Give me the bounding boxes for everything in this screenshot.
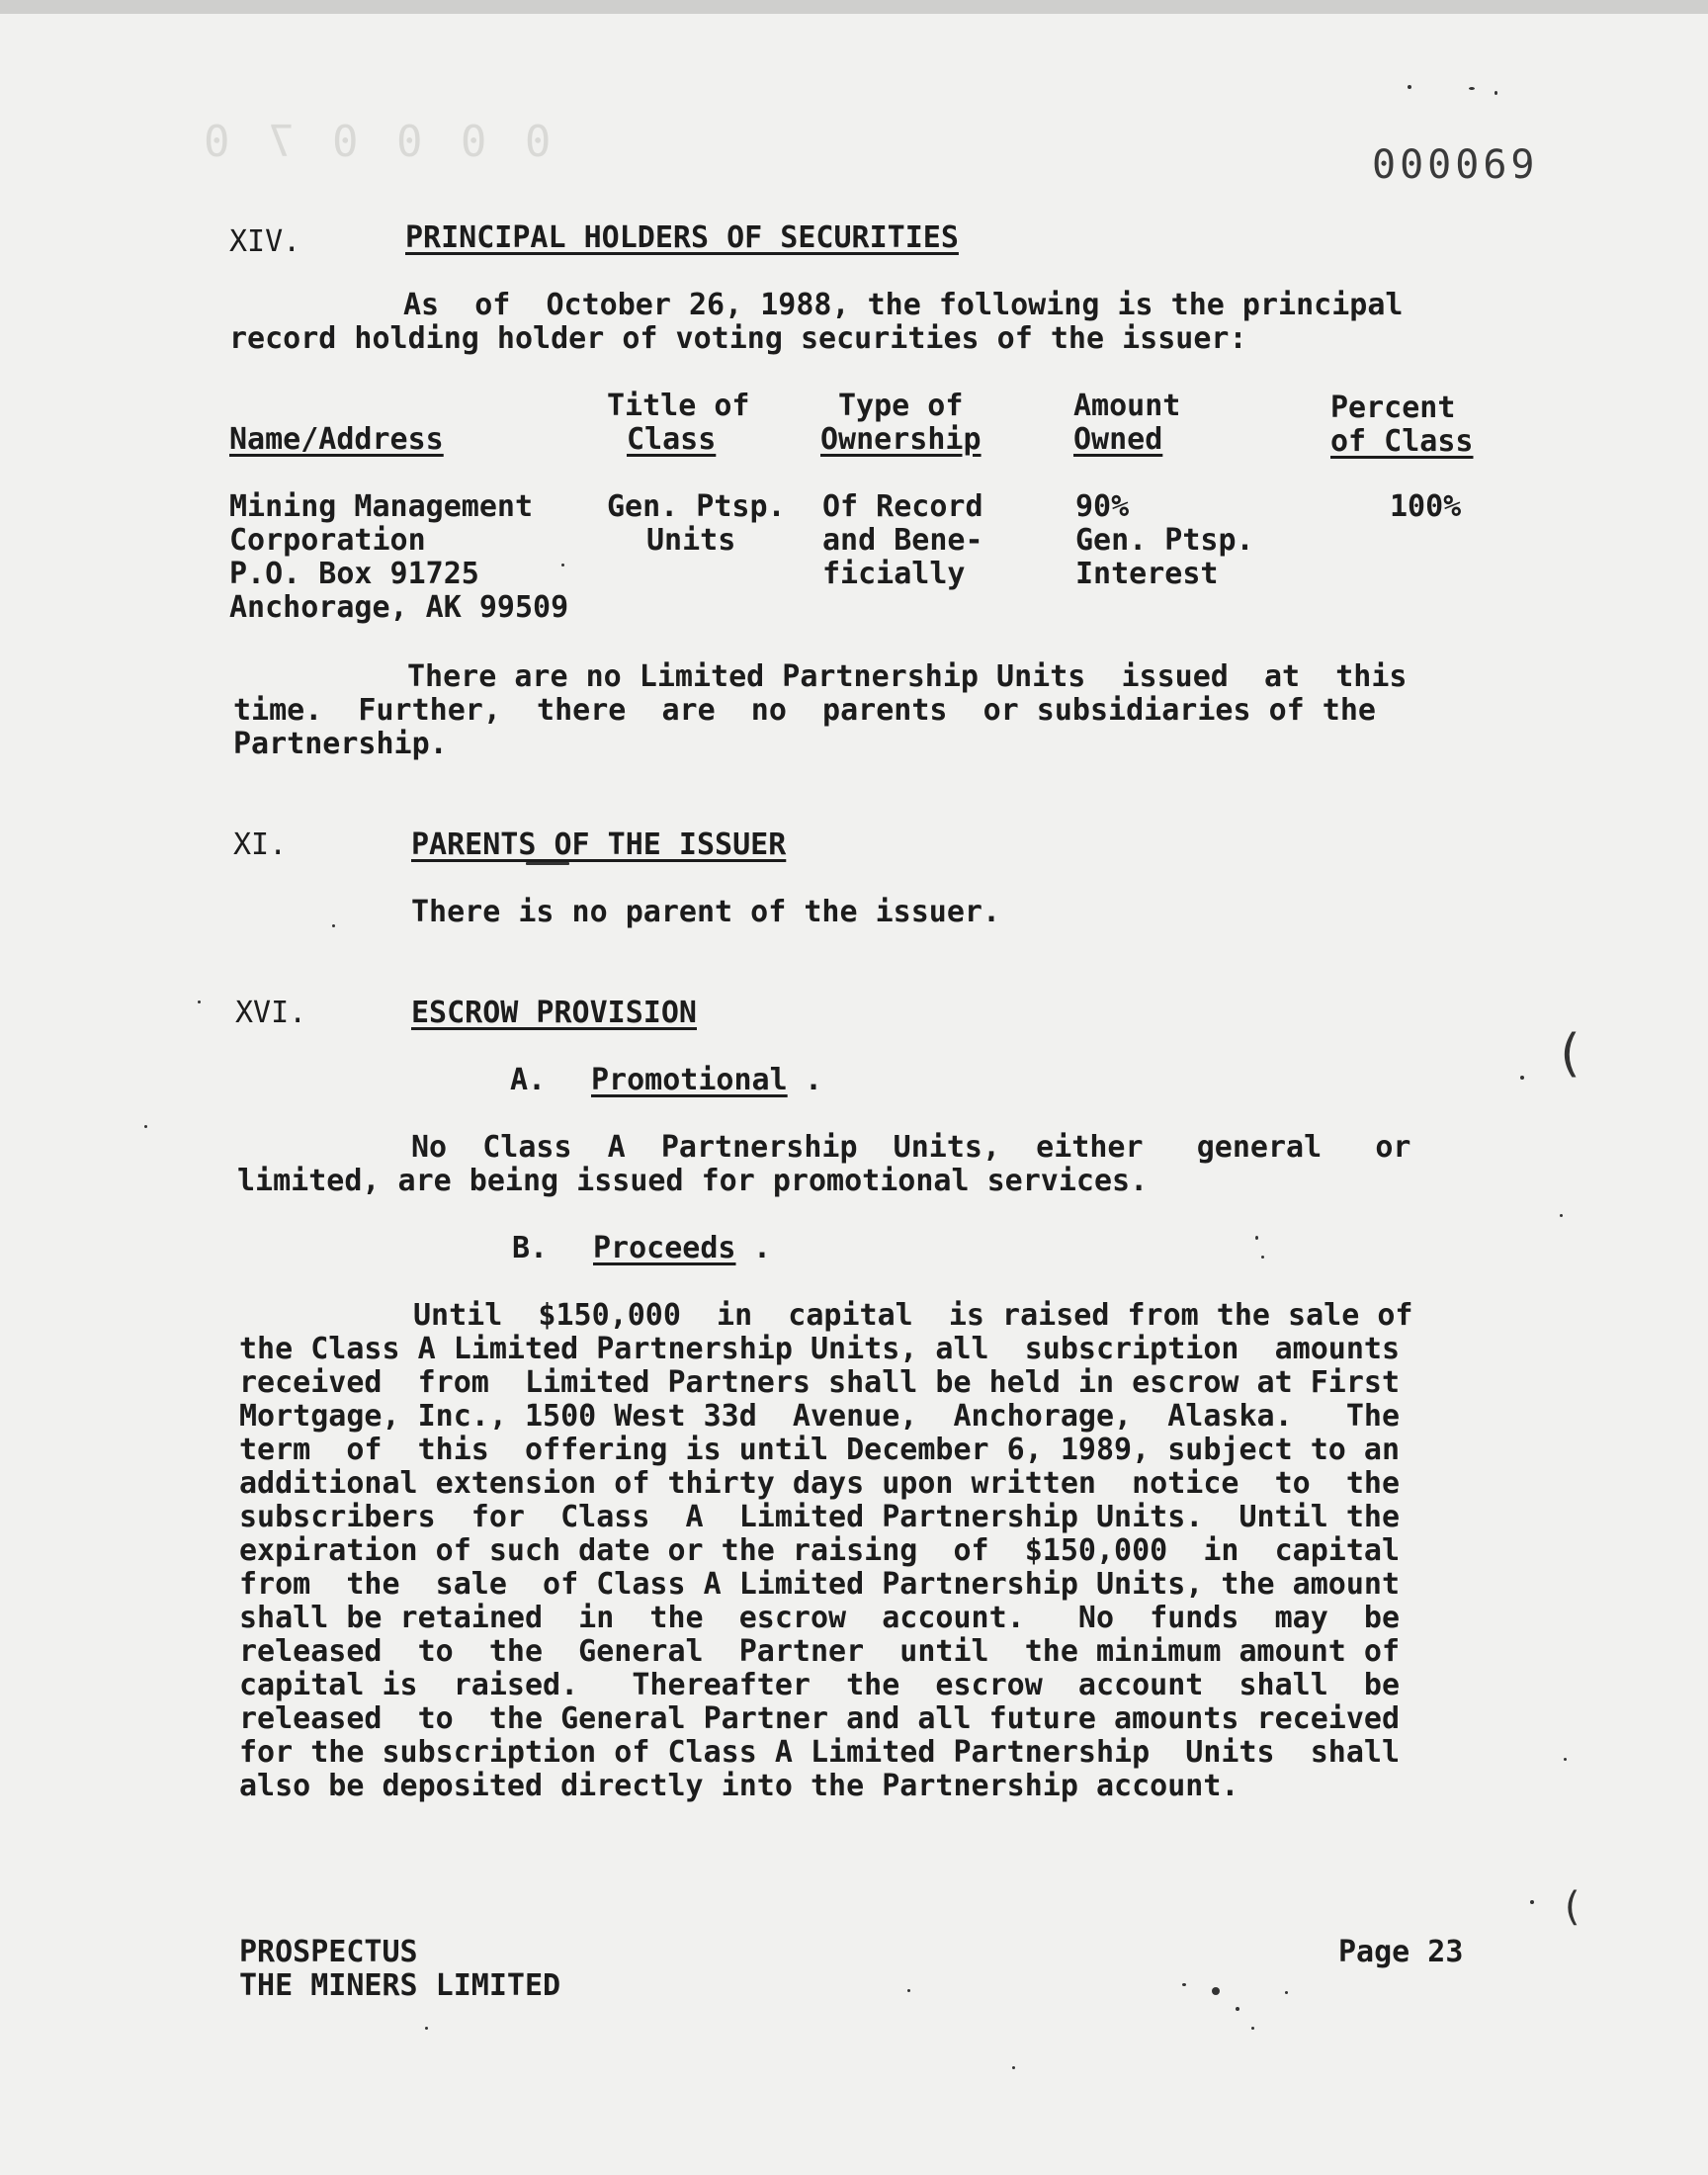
scan-speck — [907, 1989, 910, 1992]
footer-prospectus: PROSPECTUS — [239, 1935, 418, 1969]
scan-speck — [1285, 1991, 1288, 1994]
header-title-line2: Class — [627, 422, 717, 457]
amount-owned-line: Gen. Ptsp. — [1075, 523, 1254, 558]
proceeds-line: subscribers for Class A Limited Partnership Units. Until the — [239, 1500, 1400, 1534]
scan-speck — [1469, 87, 1475, 90]
proceeds-line: shall be retained in the escrow account. No funds may be — [239, 1601, 1400, 1635]
header-name-address: Name/Address — [229, 422, 444, 457]
proceeds-line: expiration of such date or the raising of $150,000 in capital — [239, 1533, 1400, 1568]
scan-speck — [1012, 2066, 1015, 2069]
header-type-line1: Type of — [838, 389, 964, 423]
scan-speck — [1494, 91, 1497, 95]
scan-speck — [1530, 1900, 1534, 1904]
promotional-line-2: limited, are being issued for promotional services. — [237, 1164, 1149, 1198]
ownership-type-line: and Bene- — [822, 523, 983, 558]
scan-speck — [1236, 2007, 1239, 2011]
scan-mark: ( — [1554, 1024, 1585, 1084]
section-xvi-number: XVI. — [235, 996, 307, 1030]
ownership-type-line: Of Record — [822, 489, 983, 524]
intro-line-2: record holding holder of voting securities of the issuer: — [229, 321, 1247, 356]
class-title-line: Units — [646, 523, 736, 558]
scan-speck — [1182, 1983, 1186, 1986]
scan-speck — [1564, 1758, 1567, 1761]
proceeds-line: from the sale of Class A Limited Partnership Units, the amount — [239, 1567, 1400, 1602]
scan-speck — [561, 564, 564, 566]
scan-speck — [1520, 1076, 1524, 1080]
amount-owned-line: 90% — [1075, 489, 1130, 524]
subsection-b-period: . — [753, 1231, 772, 1265]
subsection-a-label: A. — [510, 1063, 547, 1097]
subsection-b-label: B. — [512, 1231, 549, 1265]
proceeds-line: capital is raised. Thereafter the escrow account shall be — [239, 1668, 1400, 1702]
section-xi-number: XI. — [233, 827, 288, 862]
proceeds-line: released to the General Partner and all future amounts received — [239, 1701, 1400, 1736]
percent-of-class: 100% — [1390, 489, 1462, 524]
header-type-line2: Ownership — [820, 422, 982, 457]
subsection-a-period: . — [805, 1063, 823, 1097]
proceeds-line: additional extension of thirty days upon written notice to the — [239, 1466, 1400, 1501]
holder-address-line: Anchorage, AK 99509 — [229, 590, 569, 625]
section-xi-text: There is no parent of the issuer. — [411, 895, 1001, 929]
proceeds-line: also be deposited directly into the Partnership account. — [239, 1769, 1239, 1803]
proceeds-line: for the subscription of Class A Limited Partnership Units shall — [239, 1735, 1400, 1770]
note-line-3: Partnership. — [233, 727, 448, 761]
header-amount-line2: Owned — [1073, 422, 1163, 457]
scan-speck — [526, 862, 569, 865]
scan-speck — [332, 924, 335, 927]
scan-speck — [1212, 1987, 1220, 1995]
scan-speck — [1261, 1256, 1264, 1259]
class-title-line: Gen. Ptsp. — [607, 489, 786, 524]
section-xiv-heading: PRINCIPAL HOLDERS OF SECURITIES — [405, 220, 959, 255]
section-xiv-number: XIV. — [229, 224, 301, 259]
promotional-line-1: No Class A Partnership Units, either general or — [411, 1130, 1411, 1165]
proceeds-line: Until $150,000 in capital is raised from the sale of — [413, 1298, 1413, 1333]
proceeds-line: received from Limited Partners shall be held in escrow at First — [239, 1365, 1400, 1400]
holder-address-line: P.O. Box 91725 — [229, 557, 479, 591]
scan-mark: ( — [1560, 1884, 1584, 1930]
intro-line-1: As of October 26, 1988, the following is the principal — [403, 288, 1404, 322]
amount-owned-line: Interest — [1075, 557, 1219, 591]
scan-speck — [1251, 2027, 1254, 2030]
proceeds-line: Mortgage, Inc., 1500 West 33d Avenue, Anchorage, Alaska. The — [239, 1399, 1400, 1434]
scan-speck — [1560, 1214, 1563, 1217]
page-number: Page 23 — [1338, 1935, 1464, 1969]
holder-name-line: Corporation — [229, 523, 426, 558]
scan-speck — [1408, 85, 1411, 89]
note-line-2: time. Further, there are no parents or subsidiaries of the — [233, 693, 1376, 728]
header-amount-line1: Amount — [1073, 389, 1181, 423]
footer-company: THE MINERS LIMITED — [239, 1968, 561, 2003]
subsection-a-title: Promotional — [591, 1063, 788, 1097]
scan-edge — [0, 0, 1708, 14]
proceeds-line: term of this offering is until December 6, 1989, subject to an — [239, 1433, 1400, 1467]
header-title-line1: Title of — [607, 389, 750, 423]
proceeds-line: released to the General Partner until the minimum amount of — [239, 1634, 1400, 1669]
scan-speck — [1255, 1236, 1258, 1240]
scan-speck — [425, 2027, 428, 2030]
scan-speck — [198, 1000, 201, 1003]
section-xi-heading: PARENTS OF THE ISSUER — [411, 827, 787, 862]
header-percent-line1: Percent — [1330, 391, 1456, 425]
ownership-type-line: ficially — [822, 557, 966, 591]
header-percent-line2: of Class — [1330, 424, 1474, 459]
note-line-1: There are no Limited Partnership Units issued at this — [407, 659, 1408, 694]
proceeds-line: the Class A Limited Partnership Units, all subscription amounts — [239, 1332, 1400, 1366]
holder-name-line: Mining Management — [229, 489, 534, 524]
subsection-b-title: Proceeds — [593, 1231, 736, 1265]
bates-stamp: 000069 — [1372, 142, 1539, 188]
bleed-through-mark: 0 0 0 0 7 0 — [198, 117, 552, 167]
section-xvi-heading: ESCROW PROVISION — [411, 996, 697, 1030]
scan-speck — [144, 1125, 147, 1128]
